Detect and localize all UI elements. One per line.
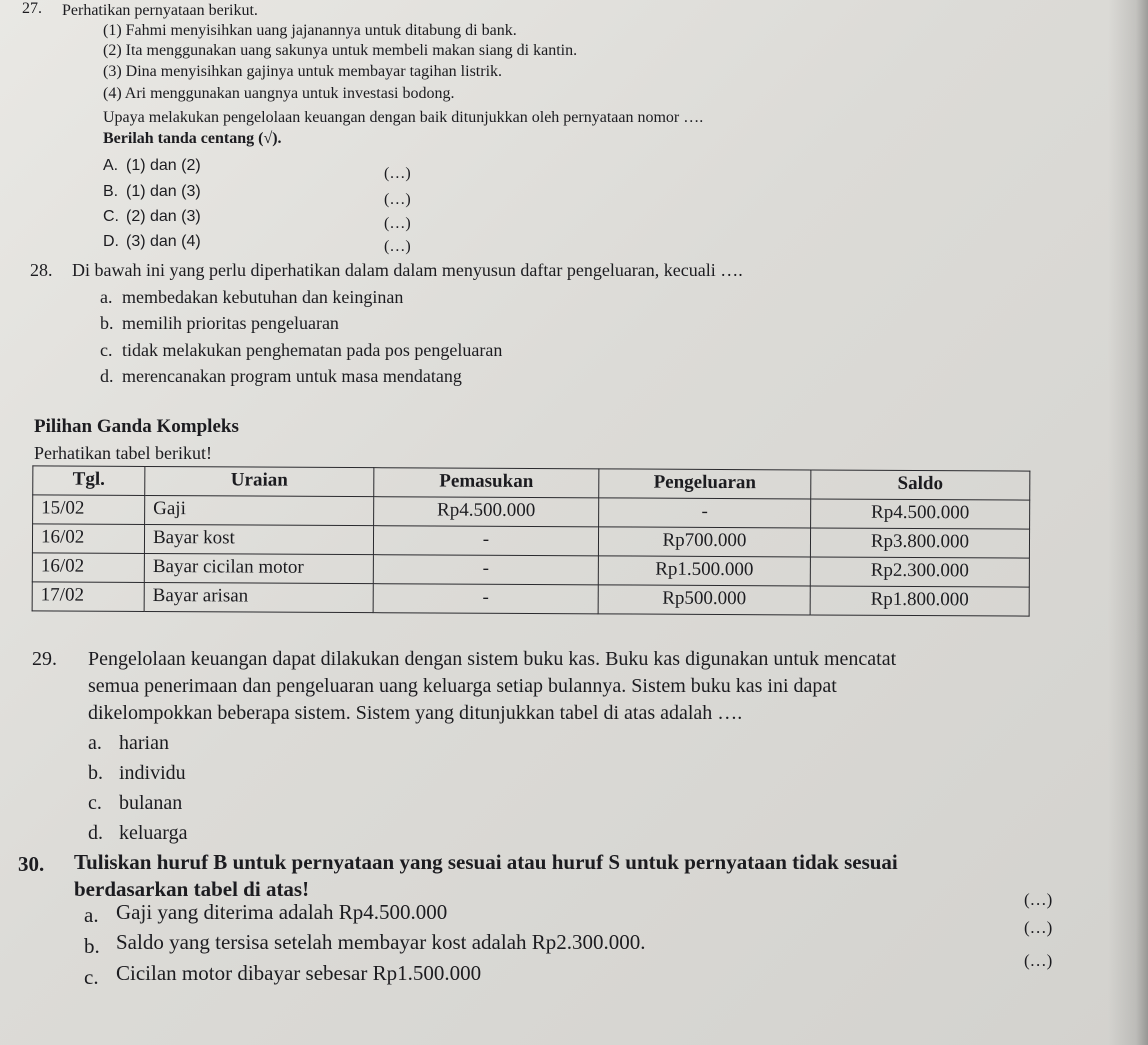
option-c-text: (2) dan (3) <box>126 208 201 225</box>
cell-balance: Rp2.300.000 <box>810 557 1029 587</box>
header-date: Tgl. <box>33 466 145 496</box>
q28-option-b-label: b. <box>100 313 114 333</box>
page-edge-shadow <box>1108 0 1148 1045</box>
transaction-table <box>32 465 1031 616</box>
q28-option-c-label: c. <box>100 340 113 360</box>
cell-income: Rp4.500.000 <box>374 497 599 527</box>
statement-a-text: Gaji yang diterima adalah Rp4.500.000 <box>116 900 448 924</box>
statement-1: (1) Fahmi menyisihkan uang jajanannya untuk ditabung di bank. <box>103 22 517 39</box>
option-d-check-blank[interactable]: (…) <box>384 238 411 255</box>
header-description: Uraian <box>145 466 374 496</box>
cell-balance: Rp1.800.000 <box>810 586 1029 616</box>
question-28-number: 28. <box>30 260 53 280</box>
q29-option-d-label: d. <box>88 822 103 844</box>
cell-date: 16/02 <box>32 524 144 554</box>
header-balance: Saldo <box>811 470 1030 500</box>
q28-option-b-text[interactable]: memilih prioritas pengeluaran <box>122 313 339 333</box>
question-30-line-2: berdasarkan tabel di atas! <box>74 877 310 901</box>
cell-income: - <box>373 584 598 614</box>
statement-a-answer-blank[interactable]: (…) <box>1024 890 1053 909</box>
q29-option-b-text[interactable]: individu <box>119 762 186 784</box>
question-29-line-2: semua penerimaan dan pengeluaran uang keluarga setiap bulannya. Sistem buku kas ini dapat <box>88 675 837 697</box>
q28-option-a-text[interactable]: membedakan kebutuhan dan keinginan <box>122 287 404 307</box>
option-c-check-blank[interactable]: (…) <box>384 215 411 232</box>
q29-option-a-text[interactable]: harian <box>119 732 169 754</box>
question-28-prompt: Di bawah ini yang perlu diperhatikan dalam dalam menyusun daftar pengeluaran, kecuali …. <box>72 260 743 280</box>
question-27-title: Perhatikan pernyataan berikut. <box>62 2 258 19</box>
question-27-prompt: Upaya melakukan pengelolaan keuangan dengan baik ditunjukkan oleh pernyataan nomor …. <box>103 109 704 126</box>
question-27-instruction: Berilah tanda centang (√). <box>103 130 282 147</box>
option-c-label: C. <box>103 208 119 225</box>
q28-option-d-label: d. <box>100 366 114 386</box>
cell-expense: Rp500.000 <box>598 585 810 615</box>
option-b-check-blank[interactable]: (…) <box>384 191 411 208</box>
cell-expense: - <box>599 498 811 528</box>
statement-4: (4) Ari menggunakan uangnya untuk investasi bodong. <box>103 85 455 102</box>
q29-option-b-label: b. <box>88 762 103 784</box>
cell-expense: Rp700.000 <box>598 527 810 557</box>
cell-income: - <box>373 555 598 585</box>
option-b-text: (1) dan (3) <box>126 183 201 200</box>
option-d-label: D. <box>103 233 119 250</box>
cell-income: - <box>373 526 598 556</box>
cell-balance: Rp3.800.000 <box>810 528 1029 558</box>
statement-c-text: Cicilan motor dibayar sebesar Rp1.500.000 <box>116 961 482 985</box>
option-a-label: A. <box>103 157 119 174</box>
table-row <box>32 582 1029 616</box>
q29-option-a-label: a. <box>88 732 102 754</box>
q29-option-c-text[interactable]: bulanan <box>119 792 183 814</box>
statement-b-label: b. <box>84 934 100 958</box>
cell-date: 15/02 <box>33 495 145 525</box>
cell-date: 16/02 <box>32 553 144 583</box>
question-27-number: 27. <box>22 0 42 17</box>
cell-description: Bayar kost <box>144 524 373 554</box>
option-a-text: (1) dan (2) <box>126 157 201 174</box>
q29-option-d-text[interactable]: keluarga <box>119 822 188 844</box>
question-30-number: 30. <box>18 852 45 876</box>
q28-option-c-text[interactable]: tidak melakukan penghematan pada pos pengeluaran <box>122 340 503 360</box>
header-expense: Pengeluaran <box>599 469 811 499</box>
section-title: Pilihan Ganda Kompleks <box>34 416 239 437</box>
q29-option-c-label: c. <box>88 792 102 814</box>
statement-b-answer-blank[interactable]: (…) <box>1024 918 1053 937</box>
statement-3: (3) Dina menyisihkan gajinya untuk membayar tagihan listrik. <box>103 63 503 80</box>
section-intro: Perhatikan tabel berikut! <box>34 443 212 463</box>
cell-balance: Rp4.500.000 <box>811 499 1030 529</box>
option-b-label: B. <box>103 183 119 200</box>
q28-option-a-label: a. <box>100 287 113 307</box>
q28-option-d-text[interactable]: merencanakan program untuk masa mendatang <box>122 366 462 386</box>
statement-a-label: a. <box>84 903 99 927</box>
question-29-number: 29. <box>32 648 57 670</box>
cell-description: Bayar cicilan motor <box>144 553 373 583</box>
question-29-line-1: Pengelolaan keuangan dapat dilakukan dengan sistem buku kas. Buku kas digunakan untuk mencatat <box>88 648 897 670</box>
statement-c-answer-blank[interactable]: (…) <box>1024 951 1053 970</box>
statement-c-label: c. <box>84 965 99 989</box>
statement-2: (2) Ita menggunakan uang sakunya untuk membeli makan siang di kantin. <box>103 42 578 59</box>
statement-b-text: Saldo yang tersisa setelah membayar kost adalah Rp2.300.000. <box>116 930 646 954</box>
question-30-line-1: Tuliskan huruf B untuk pernyataan yang sesuai atau huruf S untuk pernyataan tidak sesuai <box>74 850 898 874</box>
option-d-text: (3) dan (4) <box>126 233 201 250</box>
cell-date: 17/02 <box>32 582 144 612</box>
option-a-check-blank[interactable]: (…) <box>384 165 411 182</box>
header-income: Pemasukan <box>374 468 599 498</box>
cell-expense: Rp1.500.000 <box>598 556 810 586</box>
cell-description: Gaji <box>145 495 374 525</box>
cell-description: Bayar arisan <box>144 582 373 612</box>
question-29-line-3: dikelompokkan beberapa sistem. Sistem yang ditunjukkan tabel di atas adalah …. <box>88 702 743 724</box>
